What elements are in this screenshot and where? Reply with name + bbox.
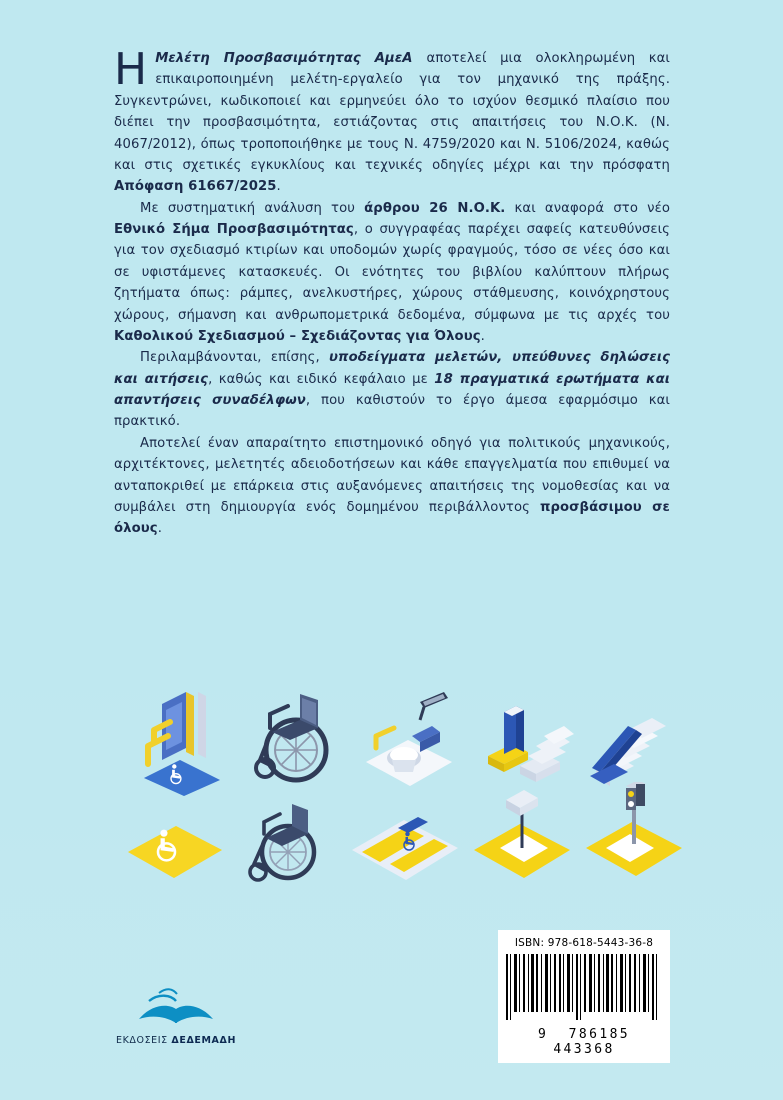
paragraph-4-runs: Αποτελεί έναν απαραίτητο επιστημονικό οδηγό για πολιτικούς μηχανικούς, αρχιτέκτονες, μελετητές αδειοδοτήσεων και κάθε επαγγελματία που επιθυμεί να ανταποκριθεί με επάρκεια στις αυξανόμενες απαιτήσεις της νομοθεσίας και να συμβάλει στη δημιουργία ενός δομημένου περιβάλλοντος προσβάσιμου σε όλους. [114,435,670,537]
wheelchair-side-illustration [232,796,340,892]
paragraph-3-runs: Περιλαμβάνονται, επίσης, υποδείγματα μελετών, υπεύθυνες δηλώσεις και αιτήσεις, καθώς και ειδικό κεφάλαιο με 18 πραγματικά ερωτήματα και απαντήσεις συναδέλφων, που καθιστούν το έργο άμεσα εφαρμόσιμο και πρακτικό. [114,350,671,430]
accessible-route-illustration [344,798,464,888]
accessible-toilet-illustration [354,690,462,796]
publisher-line2: ΔΕΔΕΜΑΔΗ [171,1035,237,1046]
open-book-icon [133,985,219,1033]
stairs-with-lift-illustration [466,682,578,794]
paragraph-2-runs: Με συστηματική ανάλυση του άρθρου 26 Ν.Ο.Κ. και αναφορά στο νέο Εθνικό Σήμα Προσβασιμότητας, ο συγγραφέας παρέχει σαφείς κατευθύνσεις για τον σχεδιασμό κτιρίων και υποδομών χωρίς φραγμούς, τόσο σε νέες όσο και σε υφιστάμενες κατασκευές. Οι ενότητες του βιβλίου καλύπτουν πλήρως ζητήματα όπως: ράμπες, ανελκυστήρες, χώρους στάθμευσης, κοινόχρηστους χώρους, σήμανση και ανθρωπομετρικά δεδομένα, σύμφωνα με τις αρχές του Καθολικού Σχεδιασμού – Σχεδιάζοντας για Όλους. [114,200,670,344]
paragraph-1 [114,44,670,198]
illustration-strip [110,678,680,908]
isbn-barcode-box [498,930,670,1063]
publisher-line1: ΕΚΔΟΣΕΙΣ [115,1035,168,1046]
barcode-digits-main: 786185 443368 [553,1027,631,1057]
traffic-light-crossing-illustration [572,782,690,888]
escalator-illustration [576,684,686,796]
barcode-image [504,954,664,1026]
publisher-name [106,1035,246,1046]
accessible-sign-post-illustration [462,786,580,886]
isbn-label: ISBN: 978-618-5443-36-8 [514,937,654,949]
paragraph-1-runs: Μελέτη Προσβασιμότητας ΑμεΑ αποτελεί μια ολοκληρωμένη και επικαιροποιημένη μελέτη-εργαλείο για τον μηχανικό της πράξης. Συγκεντρώνει, κωδικοποιεί και ερμηνεύει όλο το ισχύον θεσμικό πλαίσιο που διέπει την προσβασιμότητα, εστιάζοντας στις απαιτήσεις του Ν.Ο.Κ. (Ν. 4067/2012), όπως τροποποιήθηκε με τους Ν. 4759/2020 και Ν. 5106/2024, καθώς και στις σχετικές εγκυκλίους και τεχνικές οδηγίες μέχρι και την πρόσφατη Απόφαση 61667/2025. [114,51,670,195]
paragraph-2 [114,198,670,348]
accessible-parking-space-illustration [118,802,230,888]
accessible-entrance-door-illustration [124,686,228,796]
back-cover-text [114,44,671,540]
drop-cap: Η [114,44,148,95]
paragraph-4 [114,433,670,540]
publisher-logo [106,985,246,1046]
barcode-digit-first: 9 [537,1027,549,1042]
barcode-digits [504,1027,664,1057]
paragraph-3 [114,347,670,433]
wheelchair-illustration [238,684,348,794]
